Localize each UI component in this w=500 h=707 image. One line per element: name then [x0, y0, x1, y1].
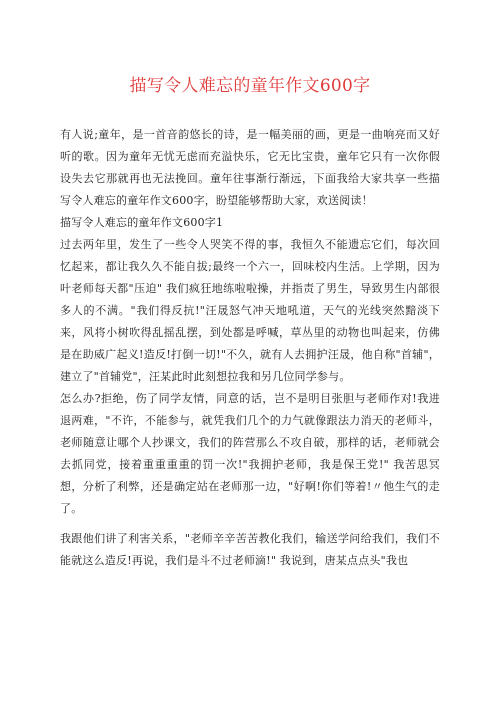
paragraph-story-3: 我跟他们讲了利害关系，"老师辛辛苦苦教化我们，输送学问给我们，我们不能就这么造反!再说，我们是斗不过老师滴!" 我说到，唐某点点头"我也 — [60, 532, 440, 567]
document-page — [60, 0, 440, 572]
paragraph-story-1: 过去两年里，发生了一些令人哭笑不得的事，我恒久不能遗忘它们，每次回忆起来，都让我久久不能自拔;最终一个六一，回味校内生活。上学期，因为叶老师每天都"压迫" 我们疯狂地练啦啦操，并指责了男生，导致男生内部很多人的不满。"我们得反抗!"汪晟怒气冲天地吼道，天气的光线突然黯淡下来，风将小树吹得乱摇乱摆，到处都是呼喊，草丛里的动物也叫起来，仿佛是在助威广起义!造反!打倒一切!"不久，就有人去拥护汪晟，他自称"首辅"，建立了"首辅党"，汪某此时此刻想拉我和另几位同学参与。 — [60, 238, 440, 383]
paragraph-subheading: 描写令人难忘的童年作文600字1 — [60, 216, 224, 229]
document-title: 描写令人难忘的童年作文600字 — [129, 76, 371, 96]
paragraph-intro: 有人说;童年，是一首音韵悠长的诗，是一幅美丽的画，更是一曲响亮而又好听的歌。因为童年无忧无虑而充溢快乐，它无比宝贵，童年它只有一次你假设失去它那就再也无法挽回。童年往事渐行渐远，下面我给大家共享一些描写令人难忘的童年作文600字，盼望能够帮助大家，欢送阅读！ — [60, 128, 440, 207]
paragraph-story-2: 怎么办?拒绝，伤了同学友情，同意的话，岂不是明目张胆与老师作对!我进退两难，"不许，不能参与，就凭我们几个的力气就像跟法力消天的老师斗，老师随意让哪个人抄课文，我们的阵营那么不攻自破，那样的话，老师就会去抓同党，接着重重重重的罚一次!"我拥护老师，我是保王党!" 我苦思冥想，分析了利弊，还是确定站在老师那一边，"好啊!你们等着!〃他生气的走了。 — [60, 392, 440, 515]
